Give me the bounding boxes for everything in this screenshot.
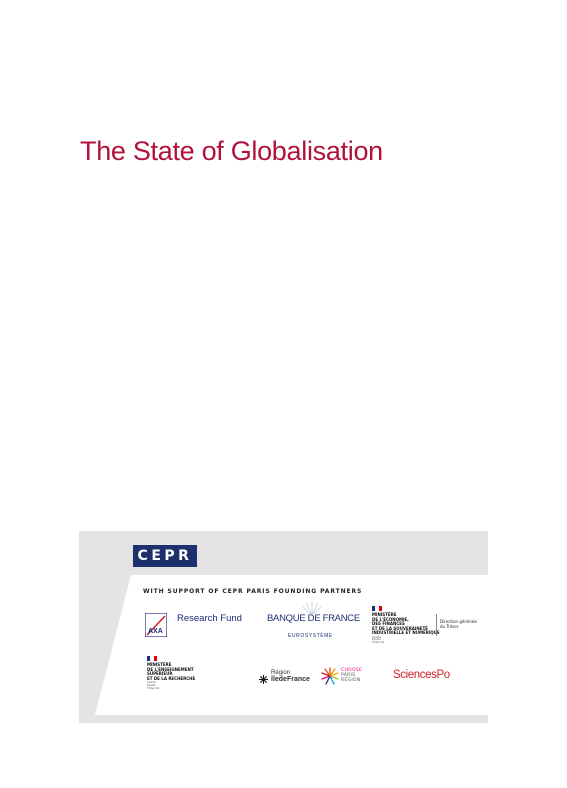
document-title: The State of Globalisation — [80, 136, 383, 166]
min-eco-line: DE L'ÉCONOMIE, — [372, 616, 409, 622]
motto-line: Fraternité — [147, 686, 160, 690]
region-label: RÉGION — [341, 678, 361, 683]
motto-line: Égalité — [372, 638, 381, 642]
french-flag-icon — [372, 606, 382, 611]
idf-name-label: îledeFrance — [271, 675, 310, 683]
choose-label: CHOOSE — [341, 668, 363, 673]
axa-brand-text: AXA — [148, 628, 163, 635]
divider — [436, 614, 437, 636]
ministere-economie-logo — [372, 606, 488, 645]
banque-de-france-label: BANQUE DE FRANCE — [267, 613, 360, 624]
support-line: WITH SUPPORT OF CEPR PARIS FOUNDING PARTNERS — [143, 588, 363, 595]
tresor-line: Direction générale — [440, 619, 478, 624]
ministere-enseignement-logo — [147, 656, 195, 690]
min-eco-line: ET DE LA SOUVERAINETÉ — [372, 625, 428, 631]
min-esr-line: ET DE LA RECHERCHE — [147, 675, 196, 681]
choose-paris-region-logo — [321, 667, 363, 690]
min-esr-line: SUPÉRIEUR — [147, 671, 173, 676]
min-esr-line: MINISTÈRE — [147, 662, 172, 667]
idf-star-icon — [259, 671, 268, 689]
idf-region-label: Région — [271, 670, 291, 676]
motto-line: Liberté — [372, 635, 381, 639]
french-flag-icon — [147, 656, 157, 661]
paris-label: PARIS — [341, 673, 356, 678]
min-eco-line: INDUSTRIELLE ET NUMÉRIQUE — [372, 630, 440, 635]
eurosysteme-label: EUROSYSTÈME — [288, 633, 333, 639]
sciencespo-logo: SciencesPo — [393, 669, 450, 681]
min-eco-line: DES FINANCES — [372, 621, 405, 626]
min-eco-line: MINISTÈRE — [372, 612, 397, 617]
tresor-line: du Trésor — [440, 623, 459, 629]
min-esr-line: DE L'ENSEIGNEMENT — [147, 666, 194, 672]
motto-line: Égalité — [147, 683, 156, 687]
axa-logo — [145, 613, 167, 637]
motto-line: Liberté — [147, 681, 156, 684]
motto-line: Fraternité — [372, 641, 385, 645]
cepr-logo: CEPR — [133, 545, 197, 567]
partners-footer — [79, 531, 488, 723]
axa-research-fund-label: Research Fund — [177, 613, 242, 624]
partners-panel — [95, 575, 488, 715]
choose-paris-burst-icon — [321, 667, 339, 685]
